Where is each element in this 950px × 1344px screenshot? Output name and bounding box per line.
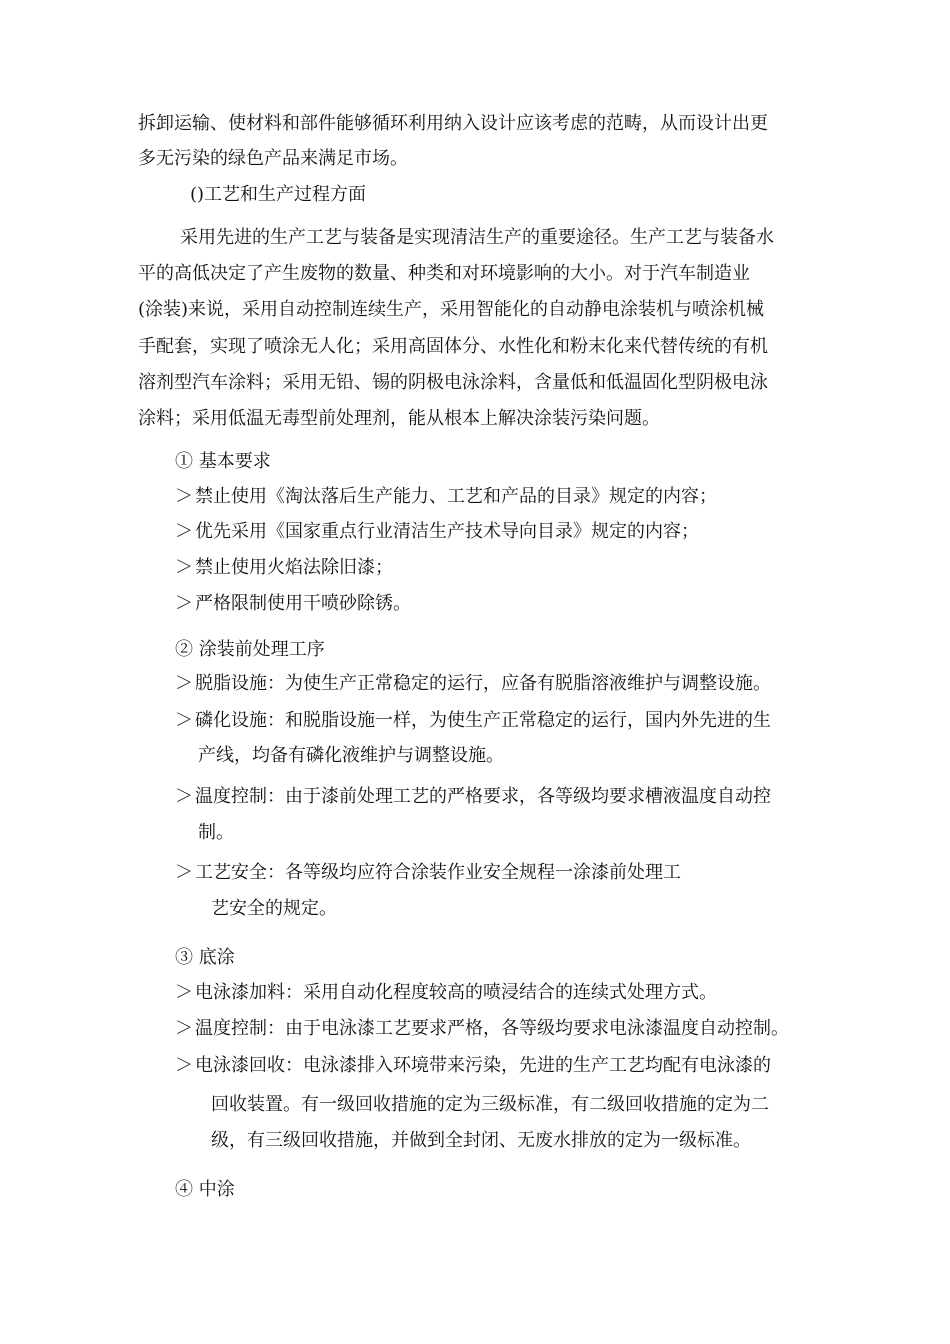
list-item	[175, 592, 411, 616]
paragraph-line: (涂装)来说，采用自动控制连续生产，采用智能化的自动静电涂装机与喷涂机械	[138, 299, 765, 320]
list-item-text: 严格限制使用干喷砂除锈。	[195, 593, 411, 614]
list-item-text: 磷化设施：和脱脂设施一样，为使生产正常稳定的运行，国内外先进的生	[195, 710, 771, 731]
arrow-marker: ＞	[175, 862, 193, 883]
list-item	[175, 861, 681, 885]
paragraph-line: 涂料；采用低温无毒型前处理剂，能从根本上解决涂装污染问题。	[138, 408, 660, 429]
list-item-text: 优先采用《国家重点行业清洁生产技术导向目录》规定的内容；	[195, 521, 699, 542]
arrow-marker: ＞	[175, 673, 193, 694]
paragraph-line: 多无污染的绿色产品来满足市场。	[138, 148, 408, 169]
list-item	[175, 709, 771, 733]
list-item-text: 禁止使用《淘汰落后生产能力、工艺和产品的目录》规定的内容；	[195, 486, 717, 507]
list-item-text: 工艺安全：各等级均应符合涂装作业安全规程一涂漆前处理工	[195, 862, 681, 883]
list-item-text: 电泳漆加料：采用自动化程度较高的喷浸结合的连续式处理方式。	[195, 982, 717, 1003]
paragraph-line: 溶剂型汽车涂料；采用无铅、锡的阴极电泳涂料，含量低和低温固化型阴极电泳	[138, 372, 768, 393]
arrow-marker: ＞	[175, 593, 193, 614]
list-item-text: 禁止使用火焰法除旧漆；	[195, 557, 393, 578]
list-item-continuation: 艺安全的规定。	[211, 898, 337, 919]
list-item	[175, 1054, 771, 1078]
list-item-text: 脱脂设施：为使生产正常稳定的运行，应备有脱脂溶液维护与调整设施。	[195, 673, 771, 694]
list-item-text: 温度控制：由于电泳漆工艺要求严格，各等级均要求电泳漆温度自动控制。	[195, 1018, 789, 1039]
paragraph-line: 拆卸运输、使材料和部件能够循环利用纳入设计应该考虑的范畴，从而设计出更	[138, 113, 768, 134]
arrow-marker: ＞	[175, 521, 193, 542]
list-item-continuation: 回收装置。有一级回收措施的定为三级标准，有二级回收措施的定为二	[211, 1094, 769, 1115]
list-item	[175, 556, 393, 580]
paragraph-line: 采用先进的生产工艺与装备是实现清洁生产的重要途径。生产工艺与装备水	[180, 227, 774, 248]
list-item-continuation: 产线，均备有磷化液维护与调整设施。	[198, 745, 504, 766]
section-heading: ()工艺和生产过程方面	[190, 184, 367, 205]
list-item	[175, 672, 771, 696]
arrow-marker: ＞	[175, 982, 193, 1003]
paragraph-line: 平的高低决定了产生废物的数量、种类和对环境影响的大小。对于汽车制造业	[138, 263, 750, 284]
arrow-marker: ＞	[175, 1055, 193, 1076]
arrow-marker: ＞	[175, 1018, 193, 1039]
arrow-marker: ＞	[175, 710, 193, 731]
list-item	[175, 485, 717, 509]
subsection-heading: ① 基本要求	[175, 451, 271, 472]
list-item	[175, 981, 717, 1005]
subsection-heading: ② 涂装前处理工序	[175, 639, 325, 660]
arrow-marker: ＞	[175, 557, 193, 578]
list-item-continuation: 级，有三级回收措施，并做到全封闭、无废水排放的定为一级标准。	[211, 1130, 751, 1151]
list-item-continuation: 制。	[198, 822, 234, 843]
list-item-text: 电泳漆回收：电泳漆排入环境带来污染，先进的生产工艺均配有电泳漆的	[195, 1055, 771, 1076]
list-item-text: 温度控制：由于漆前处理工艺的严格要求，各等级均要求槽液温度自动控	[195, 786, 771, 807]
subsection-heading: ③ 底涂	[175, 947, 235, 968]
list-item	[175, 1017, 789, 1041]
paragraph-line: 手配套，实现了喷涂无人化；采用高固体分、水性化和粉末化来代替传统的有机	[138, 336, 768, 357]
subsection-heading: ④ 中涂	[175, 1179, 235, 1200]
arrow-marker: ＞	[175, 486, 193, 507]
list-item	[175, 520, 699, 544]
list-item	[175, 785, 771, 809]
arrow-marker: ＞	[175, 786, 193, 807]
